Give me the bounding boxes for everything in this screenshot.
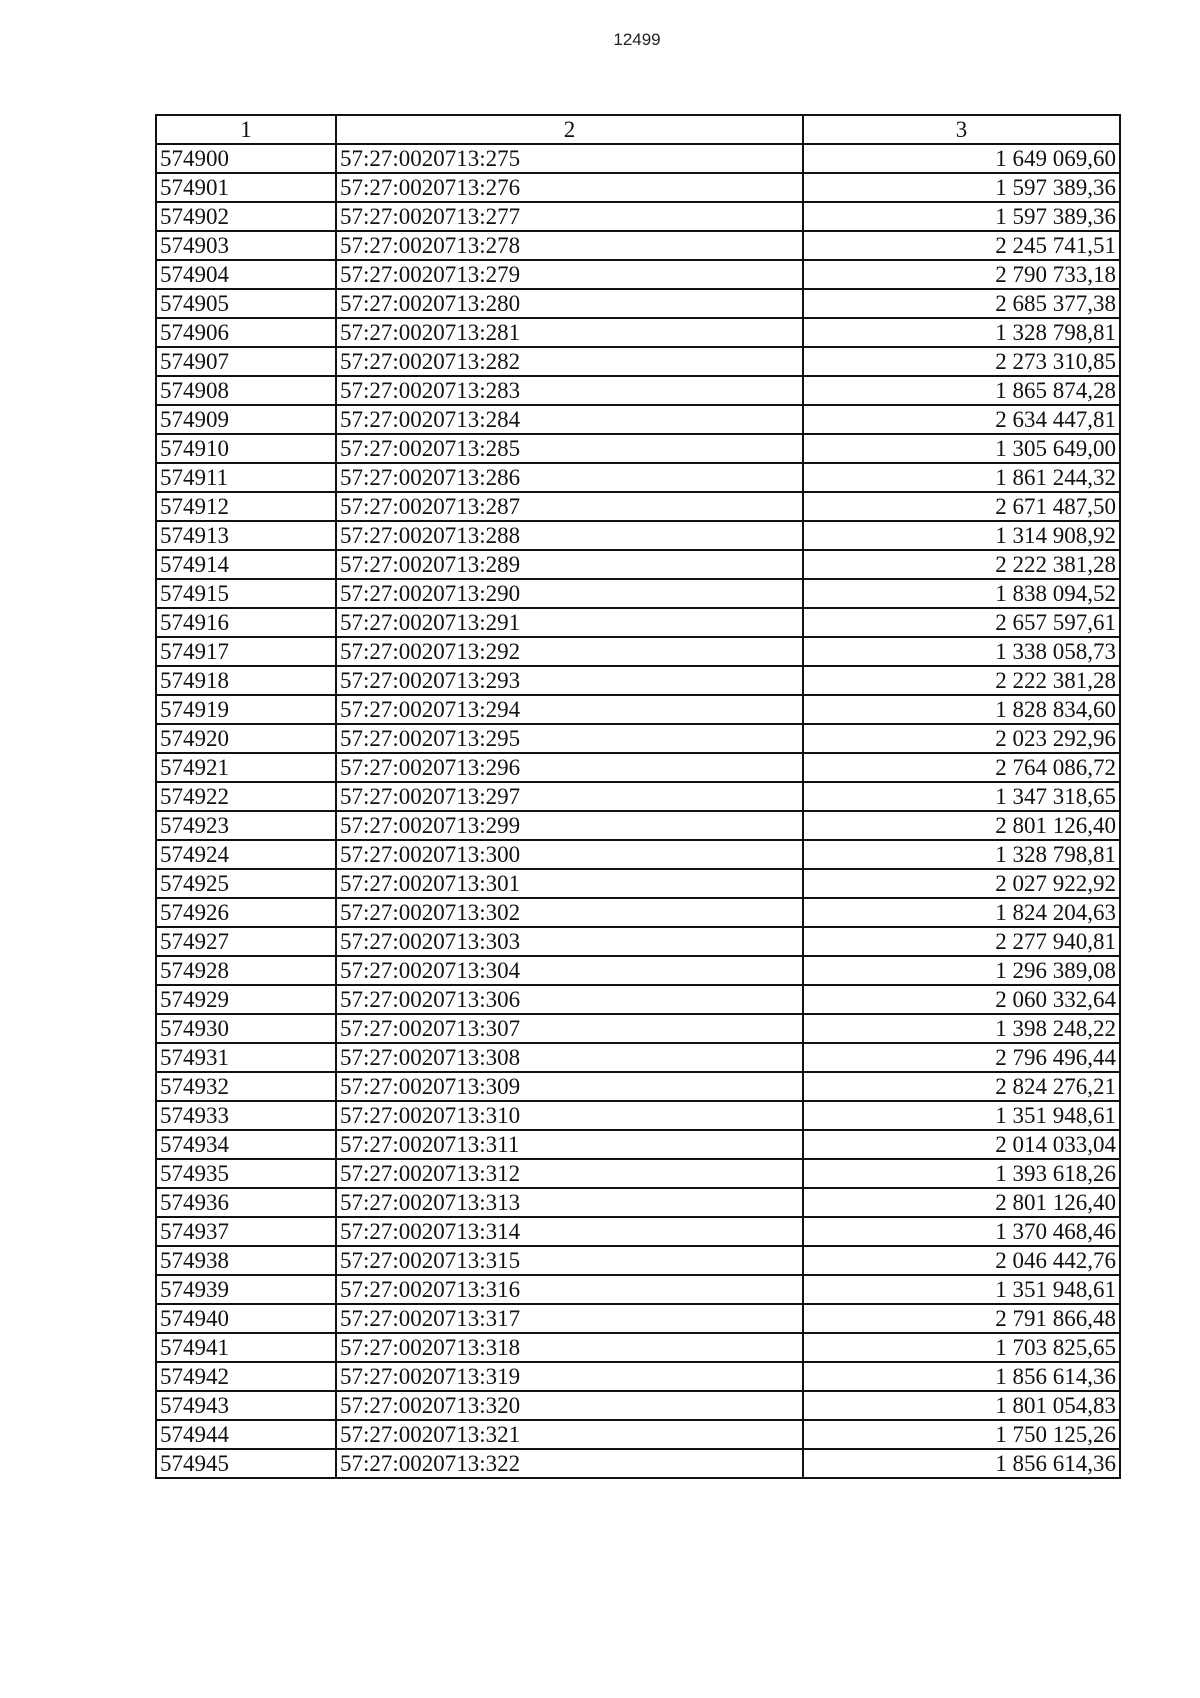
cadastral-value-cell: 1 328 798,81 [803, 318, 1120, 347]
row-number-cell: 574931 [156, 1043, 336, 1072]
cadastral-value-cell: 1 824 204,63 [803, 898, 1120, 927]
cadastral-number-cell: 57:27:0020713:276 [336, 173, 803, 202]
row-number-cell: 574905 [156, 289, 336, 318]
row-number-cell: 574912 [156, 492, 336, 521]
table-row [156, 1101, 1120, 1130]
cadastral-value-cell: 1 351 948,61 [803, 1101, 1120, 1130]
cadastral-value-cell: 1 393 618,26 [803, 1159, 1120, 1188]
cadastral-value-cell: 2 046 442,76 [803, 1246, 1120, 1275]
cadastral-value-cell: 2 277 940,81 [803, 927, 1120, 956]
table-row [156, 1333, 1120, 1362]
cadastral-number-cell: 57:27:0020713:279 [336, 260, 803, 289]
table-row [156, 1014, 1120, 1043]
row-number-cell: 574927 [156, 927, 336, 956]
table-row [156, 231, 1120, 260]
table-row [156, 1275, 1120, 1304]
table-row [156, 1217, 1120, 1246]
cadastral-value-cell: 1 597 389,36 [803, 173, 1120, 202]
cadastral-value-cell: 2 791 866,48 [803, 1304, 1120, 1333]
row-number-cell: 574943 [156, 1391, 336, 1420]
column-header-2: 2 [336, 115, 803, 144]
table-row [156, 521, 1120, 550]
row-number-cell: 574925 [156, 869, 336, 898]
table-row [156, 1159, 1120, 1188]
table-row [156, 724, 1120, 753]
cadastral-number-cell: 57:27:0020713:303 [336, 927, 803, 956]
table-row [156, 434, 1120, 463]
cadastral-number-cell: 57:27:0020713:281 [336, 318, 803, 347]
table-row [156, 1420, 1120, 1449]
cadastral-number-cell: 57:27:0020713:278 [336, 231, 803, 260]
cadastral-number-cell: 57:27:0020713:306 [336, 985, 803, 1014]
table-row [156, 202, 1120, 231]
cadastral-value-cell: 1 597 389,36 [803, 202, 1120, 231]
table-row [156, 376, 1120, 405]
cadastral-value-cell: 2 027 922,92 [803, 869, 1120, 898]
table-row [156, 289, 1120, 318]
cadastral-value-cell: 1 338 058,73 [803, 637, 1120, 666]
row-number-cell: 574919 [156, 695, 336, 724]
row-number-cell: 574938 [156, 1246, 336, 1275]
cadastral-number-cell: 57:27:0020713:313 [336, 1188, 803, 1217]
table-row [156, 1246, 1120, 1275]
row-number-cell: 574942 [156, 1362, 336, 1391]
row-number-cell: 574926 [156, 898, 336, 927]
row-number-cell: 574932 [156, 1072, 336, 1101]
cadastral-value-cell: 2 222 381,28 [803, 550, 1120, 579]
row-number-cell: 574907 [156, 347, 336, 376]
cadastral-value-cell: 1 305 649,00 [803, 434, 1120, 463]
table-row [156, 608, 1120, 637]
cadastral-value-cell: 2 685 377,38 [803, 289, 1120, 318]
table-row [156, 956, 1120, 985]
cadastral-value-cell: 2 222 381,28 [803, 666, 1120, 695]
table-row [156, 840, 1120, 869]
row-number-cell: 574920 [156, 724, 336, 753]
table-row [156, 318, 1120, 347]
table-row [156, 869, 1120, 898]
row-number-cell: 574930 [156, 1014, 336, 1043]
cadastral-number-cell: 57:27:0020713:322 [336, 1449, 803, 1478]
row-number-cell: 574923 [156, 811, 336, 840]
table-row [156, 579, 1120, 608]
table-row [156, 405, 1120, 434]
row-number-cell: 574944 [156, 1420, 336, 1449]
table-row [156, 898, 1120, 927]
cadastral-value-table [155, 114, 1121, 1479]
table-row [156, 666, 1120, 695]
row-number-cell: 574934 [156, 1130, 336, 1159]
table-header-row [156, 115, 1120, 144]
cadastral-number-cell: 57:27:0020713:301 [336, 869, 803, 898]
table-row [156, 463, 1120, 492]
cadastral-value-cell: 1 314 908,92 [803, 521, 1120, 550]
cadastral-number-cell: 57:27:0020713:280 [336, 289, 803, 318]
cadastral-number-cell: 57:27:0020713:287 [336, 492, 803, 521]
row-number-cell: 574917 [156, 637, 336, 666]
cadastral-number-cell: 57:27:0020713:304 [336, 956, 803, 985]
row-number-cell: 574908 [156, 376, 336, 405]
cadastral-value-cell: 2 657 597,61 [803, 608, 1120, 637]
cadastral-number-cell: 57:27:0020713:317 [336, 1304, 803, 1333]
row-number-cell: 574918 [156, 666, 336, 695]
row-number-cell: 574935 [156, 1159, 336, 1188]
cadastral-number-cell: 57:27:0020713:277 [336, 202, 803, 231]
cadastral-value-cell: 2 671 487,50 [803, 492, 1120, 521]
cadastral-number-cell: 57:27:0020713:320 [336, 1391, 803, 1420]
cadastral-number-cell: 57:27:0020713:308 [336, 1043, 803, 1072]
cadastral-value-cell: 1 801 054,83 [803, 1391, 1120, 1420]
column-header-1: 1 [156, 115, 336, 144]
page-number: 12499 [613, 30, 661, 49]
row-number-cell: 574945 [156, 1449, 336, 1478]
row-number-cell: 574911 [156, 463, 336, 492]
table-row [156, 1449, 1120, 1478]
row-number-cell: 574924 [156, 840, 336, 869]
table-row [156, 637, 1120, 666]
row-number-cell: 574922 [156, 782, 336, 811]
row-number-cell: 574903 [156, 231, 336, 260]
cadastral-value-cell: 2 764 086,72 [803, 753, 1120, 782]
table-row [156, 1072, 1120, 1101]
cadastral-number-cell: 57:27:0020713:284 [336, 405, 803, 434]
cadastral-number-cell: 57:27:0020713:292 [336, 637, 803, 666]
cadastral-value-cell: 1 649 069,60 [803, 144, 1120, 173]
table-row [156, 985, 1120, 1014]
row-number-cell: 574901 [156, 173, 336, 202]
cadastral-value-cell: 1 750 125,26 [803, 1420, 1120, 1449]
row-number-cell: 574904 [156, 260, 336, 289]
row-number-cell: 574913 [156, 521, 336, 550]
cadastral-number-cell: 57:27:0020713:319 [336, 1362, 803, 1391]
cadastral-value-cell: 1 296 389,08 [803, 956, 1120, 985]
table-row [156, 144, 1120, 173]
cadastral-number-cell: 57:27:0020713:297 [336, 782, 803, 811]
table-row [156, 927, 1120, 956]
column-header-3: 3 [803, 115, 1120, 144]
cadastral-value-cell: 2 634 447,81 [803, 405, 1120, 434]
table-row [156, 753, 1120, 782]
cadastral-value-cell: 1 865 874,28 [803, 376, 1120, 405]
cadastral-number-cell: 57:27:0020713:312 [336, 1159, 803, 1188]
row-number-cell: 574916 [156, 608, 336, 637]
cadastral-value-cell: 1 838 094,52 [803, 579, 1120, 608]
row-number-cell: 574939 [156, 1275, 336, 1304]
table-row [156, 1304, 1120, 1333]
table-row [156, 1391, 1120, 1420]
table-row [156, 492, 1120, 521]
row-number-cell: 574936 [156, 1188, 336, 1217]
cadastral-number-cell: 57:27:0020713:307 [336, 1014, 803, 1043]
cadastral-number-cell: 57:27:0020713:296 [336, 753, 803, 782]
cadastral-value-cell: 1 370 468,46 [803, 1217, 1120, 1246]
cadastral-value-cell: 2 023 292,96 [803, 724, 1120, 753]
cadastral-value-cell: 1 861 244,32 [803, 463, 1120, 492]
cadastral-value-cell: 2 801 126,40 [803, 1188, 1120, 1217]
cadastral-value-cell: 1 828 834,60 [803, 695, 1120, 724]
cadastral-value-cell: 2 796 496,44 [803, 1043, 1120, 1072]
table-row [156, 782, 1120, 811]
cadastral-value-cell: 2 824 276,21 [803, 1072, 1120, 1101]
cadastral-value-cell: 1 328 798,81 [803, 840, 1120, 869]
row-number-cell: 574914 [156, 550, 336, 579]
row-number-cell: 574928 [156, 956, 336, 985]
cadastral-value-cell: 2 245 741,51 [803, 231, 1120, 260]
row-number-cell: 574937 [156, 1217, 336, 1246]
cadastral-number-cell: 57:27:0020713:295 [336, 724, 803, 753]
cadastral-number-cell: 57:27:0020713:316 [336, 1275, 803, 1304]
cadastral-value-cell: 2 790 733,18 [803, 260, 1120, 289]
cadastral-number-cell: 57:27:0020713:294 [336, 695, 803, 724]
cadastral-number-cell: 57:27:0020713:309 [336, 1072, 803, 1101]
cadastral-number-cell: 57:27:0020713:300 [336, 840, 803, 869]
table-row [156, 1362, 1120, 1391]
table-row [156, 811, 1120, 840]
table-row [156, 347, 1120, 376]
cadastral-number-cell: 57:27:0020713:315 [336, 1246, 803, 1275]
cadastral-value-cell: 1 703 825,65 [803, 1333, 1120, 1362]
cadastral-value-cell: 2 014 033,04 [803, 1130, 1120, 1159]
cadastral-value-cell: 1 856 614,36 [803, 1362, 1120, 1391]
row-number-cell: 574940 [156, 1304, 336, 1333]
cadastral-number-cell: 57:27:0020713:286 [336, 463, 803, 492]
table-row [156, 1188, 1120, 1217]
cadastral-number-cell: 57:27:0020713:275 [336, 144, 803, 173]
row-number-cell: 574910 [156, 434, 336, 463]
row-number-cell: 574915 [156, 579, 336, 608]
row-number-cell: 574941 [156, 1333, 336, 1362]
cadastral-value-cell: 2 801 126,40 [803, 811, 1120, 840]
cadastral-number-cell: 57:27:0020713:318 [336, 1333, 803, 1362]
cadastral-value-cell: 2 060 332,64 [803, 985, 1120, 1014]
table-row [156, 550, 1120, 579]
row-number-cell: 574900 [156, 144, 336, 173]
row-number-cell: 574929 [156, 985, 336, 1014]
cadastral-value-cell: 1 856 614,36 [803, 1449, 1120, 1478]
table-body [156, 144, 1120, 1478]
cadastral-value-cell: 1 347 318,65 [803, 782, 1120, 811]
table-row [156, 260, 1120, 289]
row-number-cell: 574909 [156, 405, 336, 434]
cadastral-number-cell: 57:27:0020713:293 [336, 666, 803, 695]
cadastral-number-cell: 57:27:0020713:299 [336, 811, 803, 840]
cadastral-value-cell: 1 398 248,22 [803, 1014, 1120, 1043]
table-row [156, 1130, 1120, 1159]
table-row [156, 695, 1120, 724]
cadastral-number-cell: 57:27:0020713:310 [336, 1101, 803, 1130]
row-number-cell: 574902 [156, 202, 336, 231]
cadastral-value-cell: 1 351 948,61 [803, 1275, 1120, 1304]
cadastral-number-cell: 57:27:0020713:321 [336, 1420, 803, 1449]
table-row [156, 173, 1120, 202]
cadastral-number-cell: 57:27:0020713:302 [336, 898, 803, 927]
row-number-cell: 574921 [156, 753, 336, 782]
cadastral-number-cell: 57:27:0020713:282 [336, 347, 803, 376]
cadastral-value-cell: 2 273 310,85 [803, 347, 1120, 376]
table-row [156, 1043, 1120, 1072]
cadastral-number-cell: 57:27:0020713:289 [336, 550, 803, 579]
cadastral-number-cell: 57:27:0020713:290 [336, 579, 803, 608]
cadastral-number-cell: 57:27:0020713:285 [336, 434, 803, 463]
cadastral-number-cell: 57:27:0020713:314 [336, 1217, 803, 1246]
row-number-cell: 574906 [156, 318, 336, 347]
row-number-cell: 574933 [156, 1101, 336, 1130]
cadastral-number-cell: 57:27:0020713:311 [336, 1130, 803, 1159]
cadastral-number-cell: 57:27:0020713:288 [336, 521, 803, 550]
cadastral-number-cell: 57:27:0020713:283 [336, 376, 803, 405]
cadastral-number-cell: 57:27:0020713:291 [336, 608, 803, 637]
